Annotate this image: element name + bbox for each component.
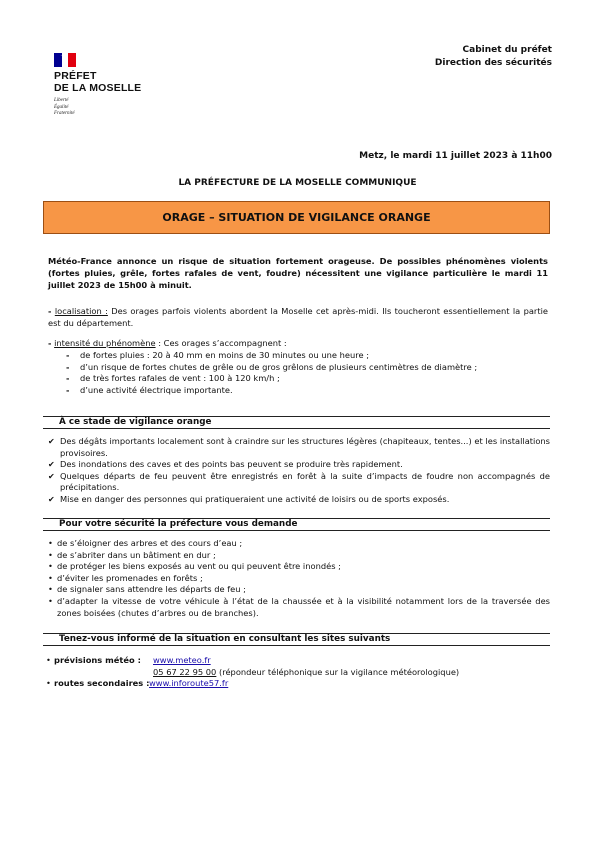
vigilance-consequences [48,436,550,506]
checkmark-icon: ✔ [48,437,55,446]
section-heading-securite [43,518,550,531]
previsions-label: prévisions météo : [54,655,141,665]
list-item: • de signaler sans attendre les départs de feu ; [48,584,246,595]
bullet-icon: • [46,678,51,689]
list-item: ✔ Mise en danger des personnes qui pratiqueraient une activité de loisirs ou de sports exposés. [48,493,450,504]
localisation-label: localisation : [54,306,108,316]
intensite-list [48,350,548,397]
list-item: - d’une activité électrique importante. [66,385,548,397]
office-line1: Cabinet du préfet [462,45,552,55]
intro-paragraph: Météo-France annonce un risque de situation fortement orageuse. De possibles phénomènes violents (fortes pluies, grêle, fortes rafales de vent, foudre) nécessitent une vigilance particulière le mardi 11 juillet 2023 de 15h00 à minuit. [48,256,548,290]
checkmark-icon: ✔ [48,494,55,504]
republic-motto [54,98,164,118]
bullet-icon: • [48,549,53,560]
office-line2: Direction des sécurités [434,58,552,68]
section-title: Pour votre sécurité la préfecture vous demande [59,519,298,529]
checkmark-icon: ✔ [48,471,55,481]
issuing-office [435,44,552,70]
bullet-icon: • [48,561,53,572]
intensite-label: intensité du phénomène [54,338,156,348]
dash-marker: - [48,306,52,316]
list-item: - de fortes pluies : 20 à 40 mm en moins de 30 minutes ou une heure ; [66,350,548,362]
section-title: À ce stade de vigilance orange [59,417,212,427]
section-heading-vigilance [43,416,550,429]
meteo-link[interactable]: www.meteo.fr [153,655,211,665]
bullet-icon: • [48,584,53,595]
phone-number[interactable]: 05 67 22 95 00 [153,666,217,677]
list-item: • de protéger les biens exposés au vent ou qui peuvent être inondés ; [48,561,341,572]
list-item: • d’éviter les promenades en forêts ; [48,572,203,583]
phone-note: (répondeur téléphonique sur la vigilance météorologique) [216,666,460,677]
routes-label: routes secondaires : [54,678,150,689]
intensite-paragraph [48,338,548,397]
date-line: Metz, le mardi 11 juillet 2023 à 11h00 [359,151,552,161]
section-heading-informations [43,633,550,646]
checkmark-icon: ✔ [48,460,55,470]
inforoute-link[interactable]: www.inforoute57.fr [149,678,229,689]
logo-title-line2: DE LA MOSELLE [54,82,142,94]
logo-title-line1: PRÉFET [54,70,97,82]
list-item: • d’adapter la vitesse de votre véhicule à l’état de la chaussée et à la visibilité notamment lors de la traversée des zones boisées (chutes d’arbres ou de branches). [48,595,550,618]
section-title: Tenez-vous informé de la situation en consultant les sites suivants [59,634,391,644]
localisation-text: Des orages parfois violents abordent la Moselle cet après-midi. Ils toucheront essentiellement la partie est du département. [48,306,548,328]
bullet-icon: • [48,572,53,583]
localisation-paragraph [48,306,548,330]
bullet-icon: • [48,538,53,548]
list-item: ✔ Quelques départs de feu peuvent être enregistrés en forêt à la suite d’impacts de foudre non accompagnés de précipitations. [48,470,550,493]
communique-heading: LA PRÉFECTURE DE LA MOSELLE COMMUNIQUE [178,178,417,188]
safety-instructions [48,538,550,619]
motto-egalite: Égalité [54,104,69,110]
bullet-icon: • [46,655,51,665]
vigilance-banner [43,201,550,234]
list-item: - de très fortes rafales de vent : 100 à 120 km/h ; [66,373,548,385]
intensite-text: : Ces orages s’accompagnent : [155,338,287,348]
list-item: • de s’éloigner des arbres et des cours d’eau ; [48,538,243,548]
dash-marker: - [48,338,52,348]
phone-line [153,667,459,679]
banner-title: ORAGE – SITUATION DE VIGILANCE ORANGE [162,211,431,224]
prefecture-logo [54,53,164,118]
bullet-icon: • [48,595,53,606]
motto-fraternite: Fraternité [54,111,75,116]
list-item: ✔ Des dégâts importants localement sont à craindre sur les structures légères (chapiteaux, tentes...) et les installations provisoires. [48,436,550,458]
list-item: • de s’abriter dans un bâtiment en dur ; [48,549,216,560]
list-item: - d’un risque de fortes chutes de grêle ou de gros grêlons de plusieurs centimètres de diamètre ; [66,362,548,374]
list-item: ✔ Des inondations des caves et des points bas peuvent se produire très rapidement. [48,459,403,470]
marianne-flag-icon [54,53,74,66]
motto-liberte: Liberté [54,98,69,103]
